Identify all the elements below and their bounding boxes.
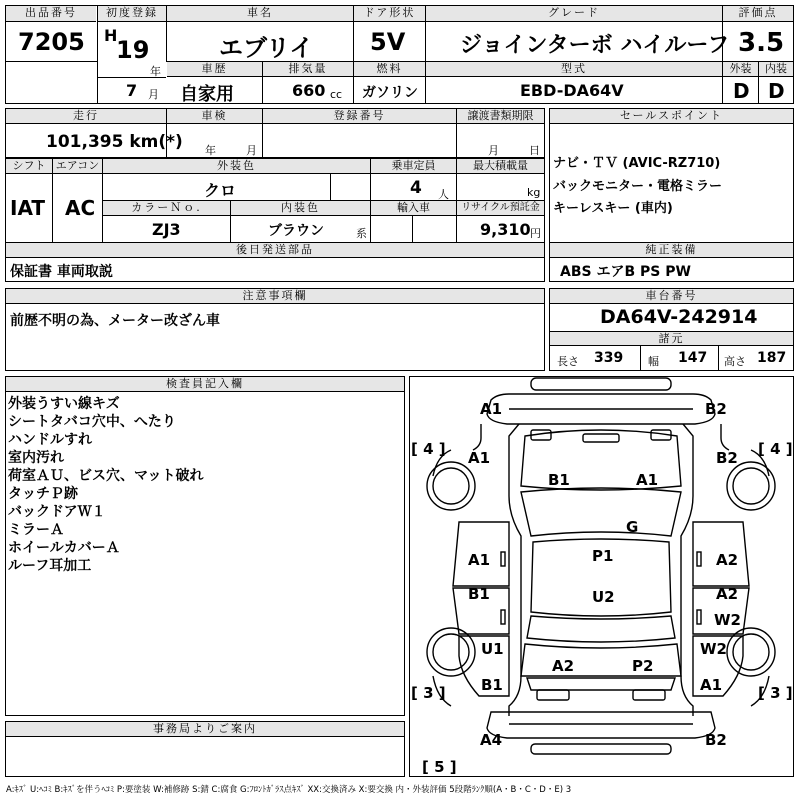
car-name-label: 車名 (167, 6, 353, 22)
capacity-unit: 人 (438, 188, 449, 201)
damage-code: A1 (468, 551, 491, 569)
damage-code: B2 (716, 449, 738, 467)
history: 自家用 (180, 84, 234, 105)
transfer-label: 譲渡書類期限 (457, 109, 544, 124)
color-no: ZJ3 (152, 220, 181, 239)
door-label: ドア形状 (354, 6, 425, 22)
damage-code: P2 (632, 657, 654, 675)
first-reg-label: 初度登録 (98, 6, 166, 22)
inspector-note: 外装うすい線キズ (8, 396, 120, 412)
fuel-label: 燃料 (354, 62, 425, 77)
max-load-unit: kg (527, 186, 541, 199)
damage-code: A1 (636, 471, 659, 489)
sales-line: バックモニター・電格ミラー (553, 179, 723, 194)
tire-front-left: [ 4 ] (411, 440, 446, 458)
inspection-year-unit: 年 (205, 144, 216, 157)
grade-label: グレード (426, 6, 722, 22)
car-name: エブリイ (219, 34, 314, 62)
fuel: ガソリン (362, 85, 418, 101)
sales-label: セールスポイント (550, 109, 793, 124)
reg-year: 19 (116, 36, 150, 64)
year-unit: 年 (150, 65, 161, 78)
month-unit: 月 (148, 88, 159, 101)
reg-month: 7 (126, 81, 138, 100)
tire-rear-left: [ 3 ] (411, 684, 446, 702)
lot-number: 7205 (18, 28, 85, 56)
inspector-note: タッチＰ跡 (8, 486, 78, 502)
sales-line: キーレスキー (車内) (553, 201, 673, 216)
exterior-label: 外装 (723, 62, 758, 77)
damage-code: U1 (481, 640, 504, 658)
displacement-label: 排気量 (263, 62, 353, 77)
genuine-label: 純正装備 (550, 243, 793, 258)
damage-code: G (626, 518, 639, 536)
inspector-note: ルーフ耳加工 (8, 558, 92, 574)
inspection-label: 車検 (167, 109, 262, 124)
damage-code: W2 (714, 611, 741, 629)
recycle-fee: 9,310 (480, 220, 531, 239)
max-load-label: 最大積載量 (457, 159, 544, 174)
damage-code: B1 (548, 471, 570, 489)
capacity-label: 乗車定員 (371, 159, 456, 174)
damage-code: A2 (552, 657, 575, 675)
tire-front-right: [ 4 ] (758, 440, 793, 458)
reg-no-label: 登録番号 (263, 109, 456, 124)
chassis-label: 車台番号 (550, 289, 793, 304)
tire-rear-right: [ 3 ] (758, 684, 793, 702)
damage-code: B1 (468, 585, 490, 603)
interior-grade: D (768, 79, 785, 103)
damage-code: P1 (592, 547, 614, 565)
int-color-unit: 系 (356, 227, 367, 240)
era: H (104, 26, 118, 45)
damage-code: A4 (480, 731, 503, 749)
damage-code: A1 (480, 400, 503, 418)
damage-code: W2 (700, 640, 727, 658)
score: 3.5 (738, 28, 785, 58)
inspector-note: バックドアＷ１ (8, 504, 106, 520)
damage-code: A2 (716, 585, 739, 603)
genuine-equipment: ABS エアB PS PW (560, 264, 691, 280)
inspector-label: 検査員記入欄 (6, 377, 404, 392)
capacity: 4 (410, 178, 422, 198)
mileage: 101,395 km(*) (46, 132, 183, 152)
inspector-note: ミラーＡ (8, 522, 64, 538)
sales-line: ナビ・ＴＶ (AVIC-RZ710) (553, 156, 721, 171)
mileage-label: 走行 (6, 109, 166, 124)
later-parts-label: 後日発送部品 (6, 243, 544, 258)
shift-label: シフト (6, 159, 52, 174)
ext-color: クロ (204, 181, 237, 200)
width: 147 (678, 350, 708, 366)
history-label: 車歴 (167, 62, 262, 77)
recycle-label: リサイクル預託金 (457, 201, 544, 216)
chassis-number: DA64V-242914 (600, 306, 758, 328)
displacement: 660 (292, 81, 326, 100)
model-label: 型式 (426, 62, 722, 77)
height-label: 高さ (724, 355, 746, 368)
damage-code: B2 (705, 400, 727, 418)
door-type: 5V (370, 28, 406, 56)
car-diagram (409, 376, 794, 777)
inspector-note: ホイールカバーＡ (8, 540, 120, 556)
ac-label: エアコン (53, 159, 102, 174)
legend: A:ｷｽﾞ U:ﾍｺﾐ B:ｷｽﾞを伴うﾍｺﾐ P:要塗装 W:補修跡 S:錆 C:腐食 G:ﾌﾛﾝﾄｶﾞﾗｽ点ｷｽﾞ XX:交換済み X:要交換 内・外装評価 5段階ﾗﾝｸ順(A・B・C・D・E) 3 (6, 785, 572, 795)
inspector-note: シートタバコ穴中、へたり (8, 414, 176, 430)
later-parts: 保証書 車両取説 (10, 264, 113, 280)
damage-code: U2 (592, 588, 615, 606)
transfer-day-unit: 日 (529, 144, 540, 157)
lot-label: 出品番号 (6, 6, 96, 22)
tire-spare: [ 5 ] (422, 758, 457, 776)
score-label: 評価点 (723, 6, 793, 22)
damage-code: A2 (716, 551, 739, 569)
damage-code: A1 (700, 676, 723, 694)
inspection-month-unit: 月 (246, 144, 257, 157)
shift: IAT (10, 196, 46, 220)
caution-label: 注意事項欄 (6, 289, 544, 304)
transfer-month-unit: 月 (488, 144, 499, 157)
import-label: 輸入車 (371, 201, 456, 216)
caution-text: 前歴不明の為、メーター改ざん車 (10, 313, 220, 329)
length: 339 (594, 350, 624, 366)
displacement-unit: cc (330, 88, 343, 101)
color-no-label: カラーＮｏ. (103, 201, 230, 216)
exterior-grade: D (733, 79, 750, 103)
height: 187 (757, 350, 787, 366)
damage-code: A1 (468, 449, 491, 467)
ext-color-label: 外装色 (103, 159, 370, 174)
width-label: 幅 (648, 355, 659, 368)
recycle-unit: 円 (530, 227, 541, 240)
grade: ジョインターボ ハイルーフ (460, 33, 730, 58)
int-color-label: 内装色 (231, 201, 370, 216)
length-label: 長さ (557, 355, 579, 368)
int-color: ブラウン (268, 223, 324, 239)
damage-code: B1 (481, 676, 503, 694)
office-label: 事務局よりご案内 (6, 722, 404, 737)
ac: AC (65, 196, 96, 220)
inspector-note: 室内汚れ (8, 450, 64, 466)
inspector-note: ハンドルすれ (8, 432, 92, 448)
model: EBD-DA64V (520, 81, 624, 100)
damage-code: B2 (705, 731, 727, 749)
spec-label: 諸元 (550, 332, 793, 346)
inspector-note: 荷室ＡＵ、ビス穴、マット破れ (8, 468, 204, 484)
interior-label: 内装 (759, 62, 793, 77)
